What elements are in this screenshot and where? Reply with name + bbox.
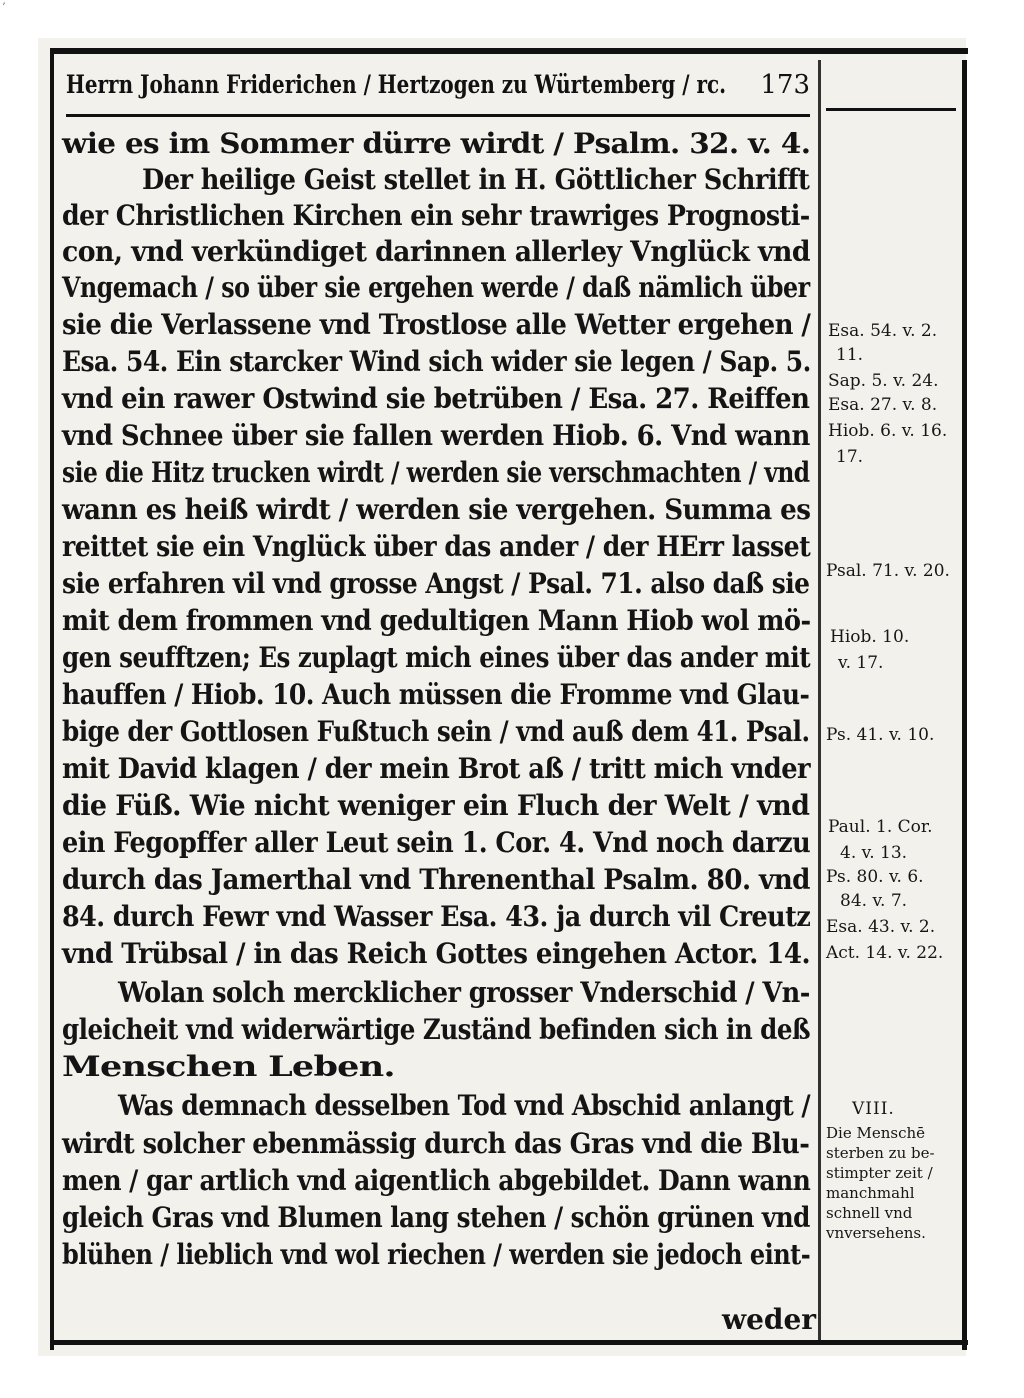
top-border-rule — [50, 48, 968, 54]
body-line: wirdt solcher ebenmässig durch das Gras vnd die Blu- — [62, 1127, 810, 1160]
body-line: men / gar artlich vnd aigentlich abgebildet. Dann wann — [62, 1164, 811, 1197]
body-line: wann es heiß wirdt / werden sie vergehen. Summa es — [62, 493, 811, 526]
body-line: bige der Gottlosen Fußtuch sein / vnd auß dem 41. Psal. — [62, 715, 810, 748]
body-line: sie erfahren vil vnd grosse Angst / Psal. 71. also daß sie — [62, 567, 810, 600]
left-border-rule — [50, 48, 54, 1350]
margin-reference: 17. — [836, 447, 864, 467]
body-line: vnd ein rawer Ostwind sie betrüben / Esa. 27. Reiffen — [62, 382, 810, 415]
body-line: ein Fegopffer aller Leut sein 1. Cor. 4. Vnd noch darzu — [62, 826, 811, 859]
body-line: con, vnd verkündiget darinnen allerley Vnglück vnd — [62, 235, 810, 268]
margin-reference: Sap. 5. v. 24. — [828, 371, 939, 391]
body-line: gleich Gras vnd Blumen lang stehen / schön grünen vnd — [62, 1201, 810, 1234]
body-line: Menschen Leben. — [62, 1050, 395, 1083]
margin-reference: Hiob. 10. — [830, 627, 910, 647]
body-line: durch das Jamerthal vnd Threnenthal Psalm. 80. vnd — [62, 863, 810, 896]
margin-reference: 84. v. 7. — [840, 891, 908, 911]
body-line: vnd Schnee über sie fallen werden Hiob. 6. Vnd wann — [62, 419, 810, 452]
body-line: sie die Verlassene vnd Trostlose alle Wetter ergehen / — [62, 308, 811, 341]
body-line: Vngemach / so über sie ergehen werde / daß nämlich über — [62, 271, 810, 304]
body-line: mit David klagen / der mein Brot aß / tritt mich vnder — [62, 752, 811, 785]
margin-reference: Esa. 43. v. 2. — [826, 917, 936, 937]
right-border-rule — [962, 60, 967, 1350]
margin-reference: Psal. 71. v. 20. — [826, 561, 950, 581]
running-head-title: Herrn Johann Friderichen / Hertzogen zu Würtemberg / rc. — [66, 70, 727, 99]
margin-reference: Act. 14. v. 22. — [826, 943, 944, 963]
margin-reference: Esa. 54. v. 2. — [828, 321, 938, 341]
section-number: VIII. — [852, 1099, 895, 1119]
section-gloss-line: vnversehens. — [826, 1224, 926, 1242]
margin-header-rule — [826, 108, 956, 111]
margin-reference: 11. — [836, 345, 864, 365]
catchword: weder — [722, 1303, 817, 1336]
body-line: Wolan solch mercklicher grosser Vnderschid / Vn- — [118, 976, 810, 1009]
margin-reference: Hiob. 6. v. 16. — [828, 421, 948, 441]
body-line: blühen / lieblich vnd wol riechen / werden sie jedoch eint- — [62, 1238, 811, 1271]
margin-reference: 4. v. 13. — [840, 843, 908, 863]
body-line: gen seufftzen; Es zuplagt mich eines über das ander mit — [62, 641, 811, 674]
section-gloss-line: manchmahl — [826, 1184, 915, 1202]
running-head — [66, 60, 810, 110]
body-line: reittet sie ein Vnglück über das ander / der HErr lasset — [62, 530, 811, 563]
margin-reference: Paul. 1. Cor. — [828, 817, 933, 837]
body-line: vnd Trübsal / in das Reich Gottes eingehen Actor. 14. — [62, 937, 811, 970]
body-line: Esa. 54. Ein starcker Wind sich wider sie legen / Sap. 5. — [62, 345, 811, 378]
body-line: die Füß. Wie nicht weniger ein Fluch der Welt / vnd — [62, 789, 810, 822]
section-gloss-line: Die Menschē — [826, 1124, 926, 1142]
margin-column-rule — [818, 60, 821, 1340]
body-line: wie es im Sommer dürre wirdt / Psalm. 32. v. 4. — [62, 127, 811, 160]
body-line: gleicheit vnd widerwärtige Zuständ befinden sich in deß — [62, 1013, 811, 1046]
section-gloss-line: schnell vnd — [826, 1204, 913, 1222]
body-line: sie die Hitz trucken wirdt / werden sie verschmachten / vnd — [62, 456, 810, 489]
body-line: der Christlichen Kirchen ein sehr trawriges Prognosti- — [62, 199, 810, 232]
header-rule — [66, 114, 810, 117]
corner-mark: ʼ — [2, 2, 6, 13]
body-line: Was demnach desselben Tod vnd Abschid anlangt / — [118, 1089, 811, 1122]
body-line: mit dem frommen vnd gedultigen Mann Hiob wol mö- — [62, 604, 811, 637]
body-line: 84. durch Fewr vnd Wasser Esa. 43. ja durch vil Creutz — [62, 900, 811, 933]
page-number: 173 — [760, 70, 810, 100]
margin-reference: v. 17. — [838, 653, 884, 673]
margin-reference: Ps. 80. v. 6. — [826, 867, 924, 887]
bottom-border-rule — [50, 1340, 968, 1345]
section-gloss-line: sterben zu be- — [826, 1144, 935, 1162]
body-line: hauffen / Hiob. 10. Auch müssen die Fromme vnd Glau- — [62, 678, 810, 711]
body-line: Der heilige Geist stellet in H. Göttlicher Schrifft — [142, 163, 810, 196]
section-gloss-line: stimpter zeit / — [826, 1164, 933, 1182]
margin-reference: Esa. 27. v. 8. — [828, 395, 938, 415]
margin-reference: Ps. 41. v. 10. — [826, 725, 935, 745]
